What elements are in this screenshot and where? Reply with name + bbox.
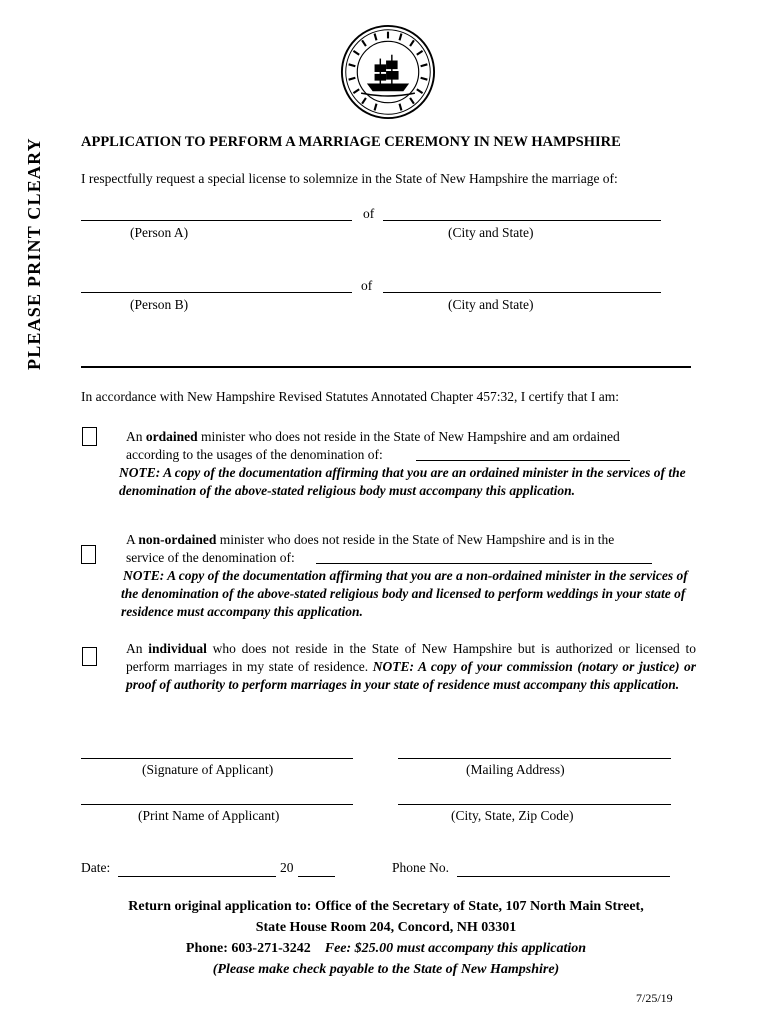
- check-payable-note: (Please make check payable to the State of New Hampshire): [212, 962, 560, 977]
- mailing-address-label: (Mailing Address): [466, 762, 565, 777]
- person-a-city-field[interactable]: [383, 220, 661, 221]
- of-label-a: of: [363, 206, 375, 221]
- ordained-text: An ordained minister who does not reside in the State of New Hampshire and am ordained according to the usages of the denomination of:: [126, 429, 620, 462]
- year-prefix: 20: [280, 860, 294, 875]
- city-state-zip-label: (City, State, Zip Code): [451, 808, 574, 823]
- return-address-line1: Return original application to: Office of the Secretary of State, 107 North Main Street,: [128, 899, 644, 914]
- individual-text: An individual who does not reside in the State of New Hampshire but is authorized or licensed to perform marriages in my state of residence. NOTE: A copy of your commission (notary or justice) or proof of authority to perform marriages in your state of residence must accompany this application.: [126, 641, 697, 692]
- of-label-b: of: [361, 278, 373, 293]
- city-state-zip-field[interactable]: [398, 804, 671, 805]
- date-field[interactable]: [118, 876, 276, 877]
- phone-field[interactable]: [457, 876, 670, 877]
- person-a-field[interactable]: [81, 220, 352, 221]
- form-title: APPLICATION TO PERFORM A MARRIAGE CEREMONY IN NEW HAMPSHIRE: [81, 134, 621, 150]
- return-address-line2: State House Room 204, Concord, NH 03301: [255, 920, 517, 935]
- non-ordained-text: A non-ordained minister who does not reside in the State of New Hampshire and is in the service of the denomination of:: [126, 532, 615, 565]
- person-a-label: (Person A): [130, 225, 189, 240]
- phone-label: Phone No.: [392, 860, 449, 875]
- year-field[interactable]: [298, 876, 335, 877]
- return-instructions: [81, 896, 691, 980]
- ordained-note: NOTE: A copy of the documentation affirming that you are an ordained minister in the services of the denomination of the above-stated religious body must accompany this application.: [119, 465, 686, 498]
- person-b-city-label: (City and State): [448, 297, 534, 312]
- non-ordained-checkbox[interactable]: [81, 545, 96, 564]
- signature-label: (Signature of Applicant): [142, 762, 274, 777]
- state-seal-image: [340, 24, 436, 120]
- person-b-field[interactable]: [81, 292, 352, 293]
- mailing-address-field[interactable]: [398, 758, 671, 759]
- person-b-city-field[interactable]: [383, 292, 661, 293]
- phone-fee-line: Phone: 603-271-3242 Fee: $25.00 must accompany this application: [185, 941, 587, 956]
- print-name-field[interactable]: [81, 804, 353, 805]
- print-clearly-side-label: PLEASE PRINT CLEARY: [24, 137, 44, 370]
- print-name-label: (Print Name of Applicant): [138, 808, 280, 823]
- ordained-denomination-field[interactable]: [416, 460, 630, 461]
- intro-text: I respectfully request a special license to solemnize in the State of New Hampshire the marriage of:: [81, 171, 618, 186]
- individual-checkbox[interactable]: [82, 647, 97, 666]
- non-ordained-denomination-field[interactable]: [316, 563, 652, 564]
- section-divider: [81, 366, 691, 368]
- statute-text: In accordance with New Hampshire Revised Statutes Annotated Chapter 457:32, I certify that I am:: [81, 389, 619, 404]
- date-label: Date:: [81, 860, 111, 875]
- person-a-city-label: (City and State): [448, 225, 534, 240]
- ordained-checkbox[interactable]: [82, 427, 97, 446]
- signature-field[interactable]: [81, 758, 353, 759]
- person-b-label: (Person B): [130, 297, 189, 312]
- revision-date: 7/25/19: [636, 991, 673, 1005]
- non-ordained-note: NOTE: A copy of the documentation affirming that you are a non-ordained minister in the services of the denomination of the above-stated religious body and licensed to perform weddings in your state of residence must accompany this application.: [121, 568, 688, 619]
